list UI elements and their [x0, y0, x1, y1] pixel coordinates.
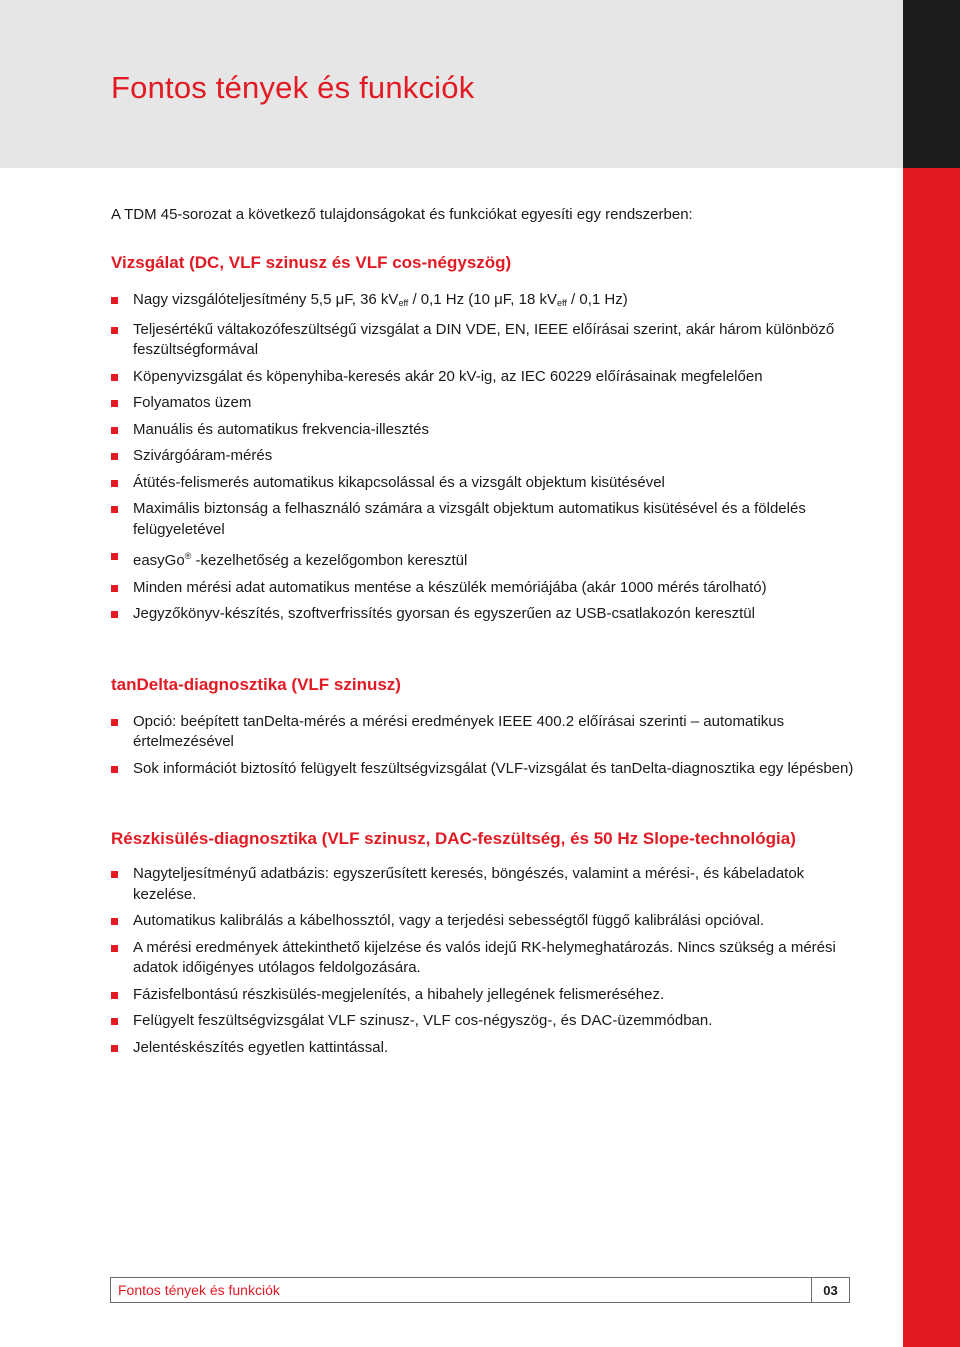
bullet-list-partial-discharge — [111, 864, 871, 1058]
list-item: Minden mérési adat automatikus mentése a készülék memóriájába (akár 1000 mérés tárolható) — [111, 578, 871, 599]
page-number: 03 — [811, 1278, 849, 1302]
intro-text: A TDM 45-sorozat a következő tulajdonságokat és funkciókat egyesíti egy rendszerben: — [111, 206, 693, 223]
list-item: Jelentéskészítés egyetlen kattintással. — [111, 1038, 871, 1059]
bullet-icon — [111, 585, 118, 592]
bullet-icon — [111, 374, 118, 381]
side-bar-red — [903, 168, 960, 1347]
list-item: Jegyzőkönyv-készítés, szoftverfrissítés gyorsan és egyszerűen az USB-csatlakozón keresztül — [111, 604, 871, 625]
bullet-icon — [111, 400, 118, 407]
list-item: Szivárgóáram-mérés — [111, 446, 871, 467]
content — [111, 205, 871, 1064]
section-testing — [111, 251, 871, 625]
section-title-testing: Vizsgálat (DC, VLF szinusz és VLF cos-négyszög) — [111, 253, 512, 272]
section-title-partial-discharge: Részkisülés-diagnosztika (VLF szinusz, DAC-feszültség, és 50 Hz Slope-technológia) — [111, 829, 796, 848]
bullet-icon — [111, 453, 118, 460]
list-item: Sok információt biztosító felügyelt feszültségvizsgálat (VLF-vizsgálat és tanDelta-diagnosztika egy lépésben) — [111, 759, 871, 780]
bullet-icon — [111, 1018, 118, 1025]
bullet-icon — [111, 327, 118, 334]
bullet-list-testing — [111, 290, 871, 625]
bullet-icon — [111, 506, 118, 513]
section-tandelta — [111, 673, 871, 780]
bullet-icon — [111, 766, 118, 773]
list-item: Köpenyvizsgálat és köpenyhiba-keresés akár 20 kV-ig, az IEC 60229 előírásainak megfelelően — [111, 367, 871, 388]
list-item: Fázisfelbontású részkisülés-megjelenítés, a hibahely jellegének felismeréséhez. — [111, 985, 871, 1006]
list-item: Automatikus kalibrálás a kábelhossztól, vagy a terjedési sebességtől függő kalibrálási opcióval. — [111, 911, 871, 932]
page-footer — [110, 1277, 850, 1303]
list-item: Átütés-felismerés automatikus kikapcsolással és a vizsgált objektum kisütésével — [111, 473, 871, 494]
page-title: Fontos tények és funkciók — [111, 70, 475, 105]
list-item: easyGo® -kezelhetőség a kezelőgombon keresztül — [111, 546, 871, 572]
list-item: Felügyelt feszültségvizsgálat VLF szinusz-, VLF cos-négyszög-, és DAC-üzemmódban. — [111, 1011, 871, 1032]
bullet-icon — [111, 553, 118, 560]
bullet-icon — [111, 1045, 118, 1052]
bullet-icon — [111, 992, 118, 999]
bullet-icon — [111, 297, 118, 304]
side-bar-dark — [903, 0, 960, 168]
section-title-tandelta: tanDelta-diagnosztika (VLF szinusz) — [111, 674, 401, 694]
bullet-icon — [111, 427, 118, 434]
bullet-list-tandelta — [111, 712, 871, 780]
list-item: Opció: beépített tanDelta-mérés a mérési eredmények IEEE 400.2 előírásai szerinti – automatikus értelmezésével — [111, 712, 871, 753]
bullet-icon — [111, 918, 118, 925]
list-item: Manuális és automatikus frekvencia-illesztés — [111, 420, 871, 441]
footer-label: Fontos tények és funkciók — [118, 1282, 280, 1298]
section-partial-discharge — [111, 827, 871, 1058]
bullet-icon — [111, 480, 118, 487]
list-item: Teljesértékű váltakozófeszültségű vizsgálat a DIN VDE, EN, IEEE előírásai szerint, akár három különböző feszültségformával — [111, 320, 871, 361]
list-item: Nagyteljesítményű adatbázis: egyszerűsített keresés, böngészés, valamint a mérési-, és kábeladatok kezelése. — [111, 864, 871, 905]
bullet-icon — [111, 611, 118, 618]
list-item: A mérési eredmények áttekinthető kijelzése és valós idejű RK-helymeghatározás. Nincs szükség a mérési adatok időigényes utólagos feldolgozására. — [111, 938, 871, 979]
bullet-icon — [111, 871, 118, 878]
list-item: Maximális biztonság a felhasználó számára a vizsgált objektum automatikus kisütésével és a földelés felügyeletével — [111, 499, 871, 540]
bullet-icon — [111, 719, 118, 726]
list-item: Nagy vizsgálóteljesítmény 5,5 μF, 36 $kV_{eff} / 0,1$ Hz (10 μF, 18 $kV_{eff} / 0,1$ Hz) — [111, 290, 871, 314]
list-item: Folyamatos üzem — [111, 393, 871, 414]
bullet-icon — [111, 945, 118, 952]
